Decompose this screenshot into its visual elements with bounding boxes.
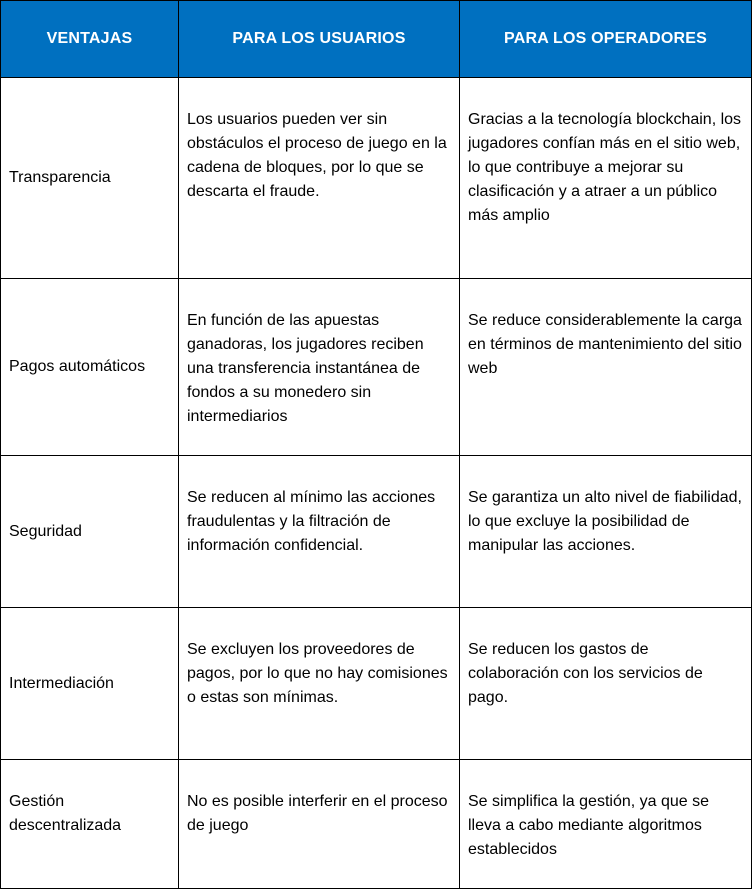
cell-operadores: Gracias a la tecnología blockchain, los jugadores confían más en el sitio web, lo que contribuye a mejorar su clasificación y a atraer a un público más amplio xyxy=(460,78,752,279)
cell-operadores: Se garantiza un alto nivel de fiabilidad, lo que excluye la posibilidad de manipular las acciones. xyxy=(460,456,752,608)
header-usuarios: PARA LOS USUARIOS xyxy=(179,1,460,78)
row-label: Seguridad xyxy=(1,456,179,608)
cell-operadores: Se reduce considerablemente la carga en términos de mantenimiento del sitio web xyxy=(460,279,752,456)
row-label: Intermediación xyxy=(1,608,179,760)
row-label: Gestión descentralizada xyxy=(1,760,179,889)
cell-usuarios: Los usuarios pueden ver sin obstáculos el proceso de juego en la cadena de bloques, por lo que se descarta el fraude. xyxy=(179,78,460,279)
cell-operadores: Se reducen los gastos de colaboración con los servicios de pago. xyxy=(460,608,752,760)
table-row xyxy=(1,279,752,456)
table-row xyxy=(1,760,752,889)
header-ventajas: VENTAJAS xyxy=(1,1,179,78)
row-label: Transparencia xyxy=(1,78,179,279)
table-header-row xyxy=(1,1,752,78)
header-operadores: PARA LOS OPERADORES xyxy=(460,1,752,78)
cell-operadores: Se simplifica la gestión, ya que se lleva a cabo mediante algoritmos establecidos xyxy=(460,760,752,889)
table-row xyxy=(1,608,752,760)
cell-usuarios: En función de las apuestas ganadoras, los jugadores reciben una transferencia instantánea de fondos a su monedero sin intermediarios xyxy=(179,279,460,456)
table-row xyxy=(1,78,752,279)
cell-usuarios: No es posible interferir en el proceso de juego xyxy=(179,760,460,889)
table-row xyxy=(1,456,752,608)
cell-usuarios: Se reducen al mínimo las acciones fraudulentas y la filtración de información confidencial. xyxy=(179,456,460,608)
cell-usuarios: Se excluyen los proveedores de pagos, por lo que no hay comisiones o estas son mínimas. xyxy=(179,608,460,760)
row-label: Pagos automáticos xyxy=(1,279,179,456)
